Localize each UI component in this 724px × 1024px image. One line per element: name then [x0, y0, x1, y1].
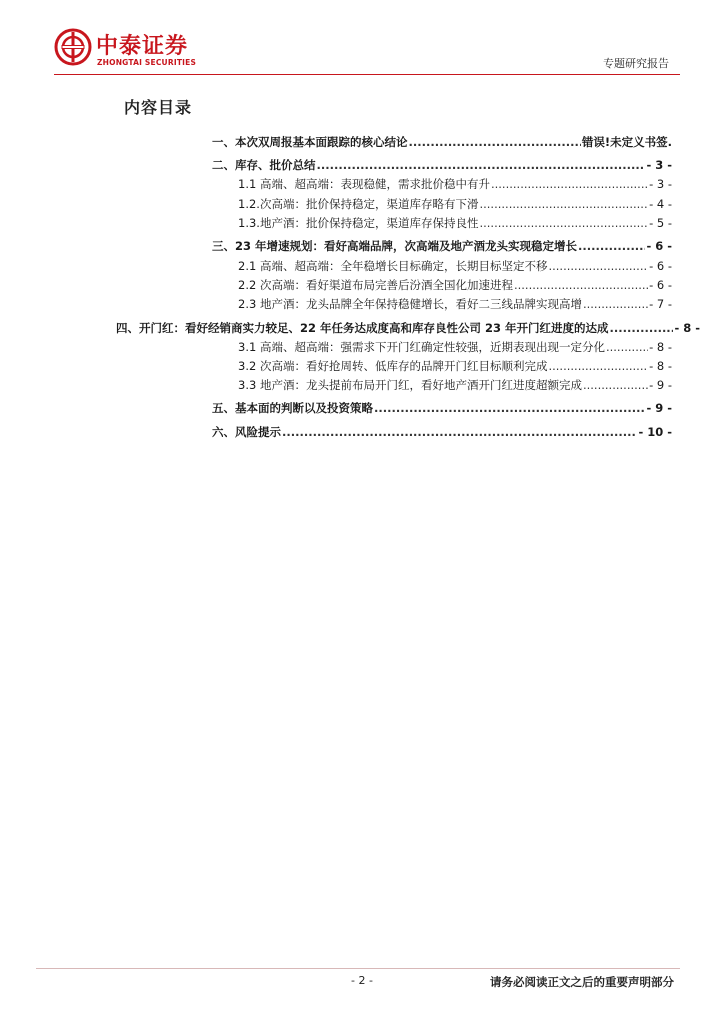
toc-entry[interactable]: [238, 196, 672, 212]
toc-entry-title: 1.1 高端、超高端：表现稳健，需求批价稳中有升: [238, 177, 490, 191]
toc-entry-page: - 9 -: [646, 401, 672, 415]
company-logo: [54, 28, 224, 70]
toc-entry-title: 1.2.次高端：批价保持稳定，渠道库存略有下滑: [238, 197, 479, 211]
toc-leader-dots: [514, 277, 648, 293]
footer-disclaimer: 请务必阅读正文之后的重要声明部分: [490, 975, 674, 989]
toc-entry[interactable]: [238, 296, 672, 312]
toc-entry[interactable]: [212, 238, 672, 254]
toc-entry-page: - 7 -: [649, 297, 672, 311]
toc-entry[interactable]: [238, 277, 672, 293]
toc-entry-page: - 4 -: [649, 197, 672, 211]
toc-entry-page: - 8 -: [649, 359, 672, 373]
toc-entry[interactable]: [212, 134, 672, 150]
footer-divider: [36, 968, 680, 969]
toc-entry-title: 二、库存、批价总结: [212, 158, 316, 172]
toc-entry-title: 三、23 年增速规划：看好高端品牌，次高端及地产酒龙头实现稳定增长: [212, 239, 578, 253]
toc-entry-page: - 9 -: [649, 378, 672, 392]
toc-entry-page: - 3 -: [649, 177, 672, 191]
toc-entry[interactable]: [116, 320, 700, 336]
toc-entry[interactable]: [238, 176, 672, 192]
toc-entry-page: - 8 -: [649, 340, 672, 354]
toc-leader-dots: [610, 320, 674, 336]
toc-entry-title: 2.1 高端、超高端：全年稳增长目标确定，长期目标坚定不移: [238, 259, 548, 273]
toc-entry[interactable]: [238, 358, 672, 374]
report-type-label: 专题研究报告: [603, 57, 669, 70]
toc-leader-dots: [409, 134, 581, 150]
toc-leader-dots: [479, 215, 648, 231]
toc-entry[interactable]: [212, 157, 672, 173]
toc-leader-dots: [282, 424, 637, 440]
toc-entry-title: 3.1 高端、超高端：强需求下开门红确定性较强，近期表现出现一定分化: [238, 340, 605, 354]
header-divider: [54, 74, 680, 75]
toc-entry-title: 1.3.地产酒：批价保持稳定，渠道库存保持良性: [238, 216, 479, 230]
page-number: - 2 -: [351, 974, 373, 987]
toc-leader-dots: [583, 296, 648, 312]
toc-entry-page: - 6 -: [649, 259, 672, 273]
toc-entry-title: 六、风险提示: [212, 425, 281, 439]
toc-leader-dots: [583, 377, 648, 393]
toc-entry-page: - 5 -: [649, 216, 672, 230]
toc-entry-title: 五、基本面的判断以及投资策略: [212, 401, 373, 415]
toc-entry-page: - 10 -: [638, 425, 672, 439]
logo-text-en: ZHONGTAI SECURITIES: [97, 58, 197, 67]
toc-leader-dots: [491, 176, 648, 192]
toc-entry-title: 2.3 地产酒：龙头品牌全年保持稳健增长，看好二三线品牌实现高增: [238, 297, 582, 311]
toc-entry[interactable]: [212, 400, 672, 416]
toc-entry-title: 四、开门红：看好经销商实力较足、22 年任务达成度高和库存良性公司 23 年开门红进度的达成: [116, 321, 609, 335]
toc-entry-page: - 3 -: [646, 158, 672, 172]
toc-leader-dots: [548, 358, 648, 374]
toc-leader-dots: [548, 258, 648, 274]
toc-entry[interactable]: [238, 339, 672, 355]
toc-leader-dots: [479, 196, 648, 212]
toc-leader-dots: [317, 157, 646, 173]
toc-entry-page: - 6 -: [649, 278, 672, 292]
toc-entry[interactable]: [212, 424, 672, 440]
toc-leader-dots: [578, 238, 645, 254]
toc-entry-title: 2.2 次高端：看好渠道布局完善后汾酒全国化加速进程: [238, 278, 513, 292]
toc-entry-page: - 6 -: [646, 239, 672, 253]
toc-entry[interactable]: [238, 215, 672, 231]
toc-entry-title: 3.3 地产酒：龙头提前布局开门红，看好地产酒开门红进度超额完成: [238, 378, 582, 392]
toc-entry-title: 3.2 次高端：看好抢周转、低库存的品牌开门红目标顺利完成: [238, 359, 548, 373]
logo-text-cn: 中泰证券: [96, 34, 189, 59]
toc-title: 内容目录: [124, 98, 193, 117]
zhongtai-emblem-icon: [54, 28, 92, 66]
toc-leader-dots: [606, 339, 648, 355]
toc-entry-page: 错误!未定义书签.: [581, 135, 672, 149]
toc-entry[interactable]: [238, 377, 672, 393]
toc-entry-page: - 8 -: [674, 321, 700, 335]
toc-leader-dots: [374, 400, 645, 416]
toc-entry[interactable]: [238, 258, 672, 274]
toc-entry-title: 一、本次双周报基本面跟踪的核心结论: [212, 135, 408, 149]
